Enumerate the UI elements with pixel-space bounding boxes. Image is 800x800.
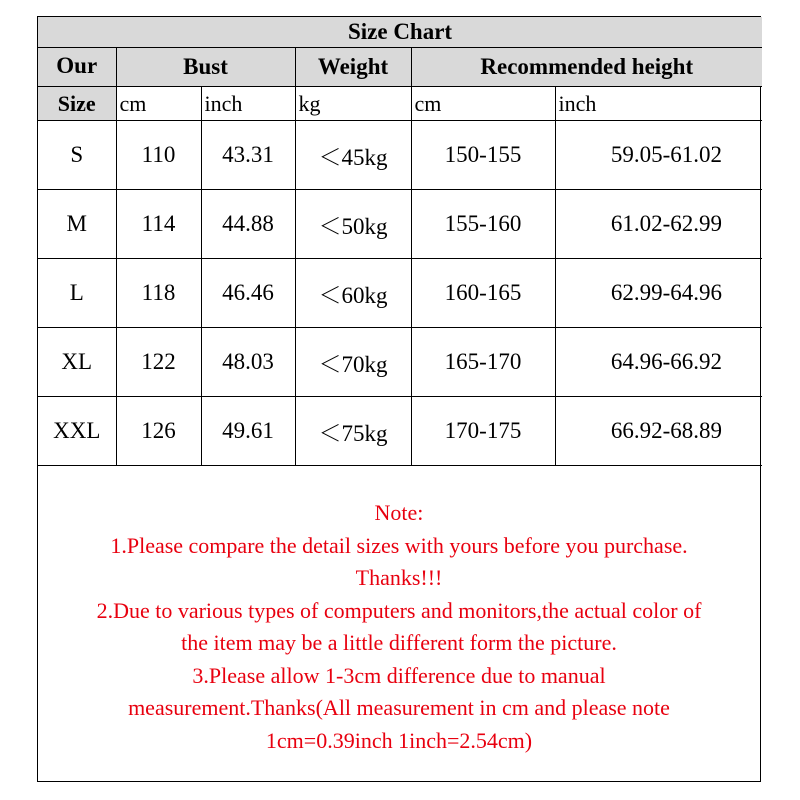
bust-cm-unit: cm [116,87,201,121]
height-inch-unit: inch [555,87,762,121]
note-line: Thanks!!! [355,565,443,590]
note-line: 1cm=0.39inch 1inch=2.54cm) [265,727,533,753]
height-inch-cell: 64.96-66.92 [555,328,762,397]
bust-inch-cell: 49.61 [201,397,295,466]
recommended-height-header: Recommended height [411,48,762,87]
bust-cm-cell: 118 [116,259,201,328]
note-section [38,467,760,781]
bust-cm-cell: 110 [116,121,201,190]
size-table [38,17,762,466]
note-line: the item may be a little different form the picture. [181,630,617,655]
height-cm-cell: 160-165 [411,259,555,328]
size-cell: S [38,121,116,190]
weight-cell: ＜50kg [295,190,411,259]
size-chart [37,16,761,782]
bust-header: Bust [116,48,295,87]
height-inch-cell: 59.05-61.02 [555,121,762,190]
weight-cell: ＜60kg [295,259,411,328]
bust-inch-cell: 44.88 [201,190,295,259]
size-header-line2: Size [38,87,116,121]
weight-cell: ＜45kg [295,121,411,190]
height-cm-unit: cm [411,87,555,121]
size-cell: XL [38,328,116,397]
table-row [38,259,762,328]
weight-cell: ＜75kg [295,397,411,466]
bust-inch-cell: 48.03 [201,328,295,397]
size-cell: M [38,190,116,259]
bust-cm-cell: 126 [116,397,201,466]
height-inch-cell: 62.99-64.96 [555,259,762,328]
chart-title: Size Chart [38,17,762,48]
bust-inch-unit: inch [201,87,295,121]
size-header-line1: Our [38,48,116,87]
size-cell: XXL [38,397,116,466]
note-line: measurement.Thanks(All measurement in cm and please note [128,695,670,720]
bust-inch-cell: 46.46 [201,259,295,328]
height-cm-cell: 150-155 [411,121,555,190]
size-cell: L [38,259,116,328]
weight-kg-unit: kg [295,87,411,121]
height-cm-cell: 155-160 [411,190,555,259]
weight-cell: ＜70kg [295,328,411,397]
table-row [38,121,762,190]
table-row [38,397,762,466]
note-line: 2.Due to various types of computers and monitors,the actual color of [96,597,702,623]
bust-cm-cell: 122 [116,328,201,397]
height-cm-cell: 170-175 [411,397,555,466]
height-inch-cell: 66.92-68.89 [555,397,762,466]
weight-header: Weight [295,48,411,87]
bust-cm-cell: 114 [116,190,201,259]
table-row [38,328,762,397]
note-line: 3.Please allow 1-3cm difference due to manual [192,662,606,688]
table-row [38,190,762,259]
note-heading: Note: [374,500,424,525]
bust-inch-cell: 43.31 [201,121,295,190]
note-line: 1.Please compare the detail sizes with yours before you purchase. [110,532,688,558]
height-cm-cell: 165-170 [411,328,555,397]
height-inch-cell: 61.02-62.99 [555,190,762,259]
